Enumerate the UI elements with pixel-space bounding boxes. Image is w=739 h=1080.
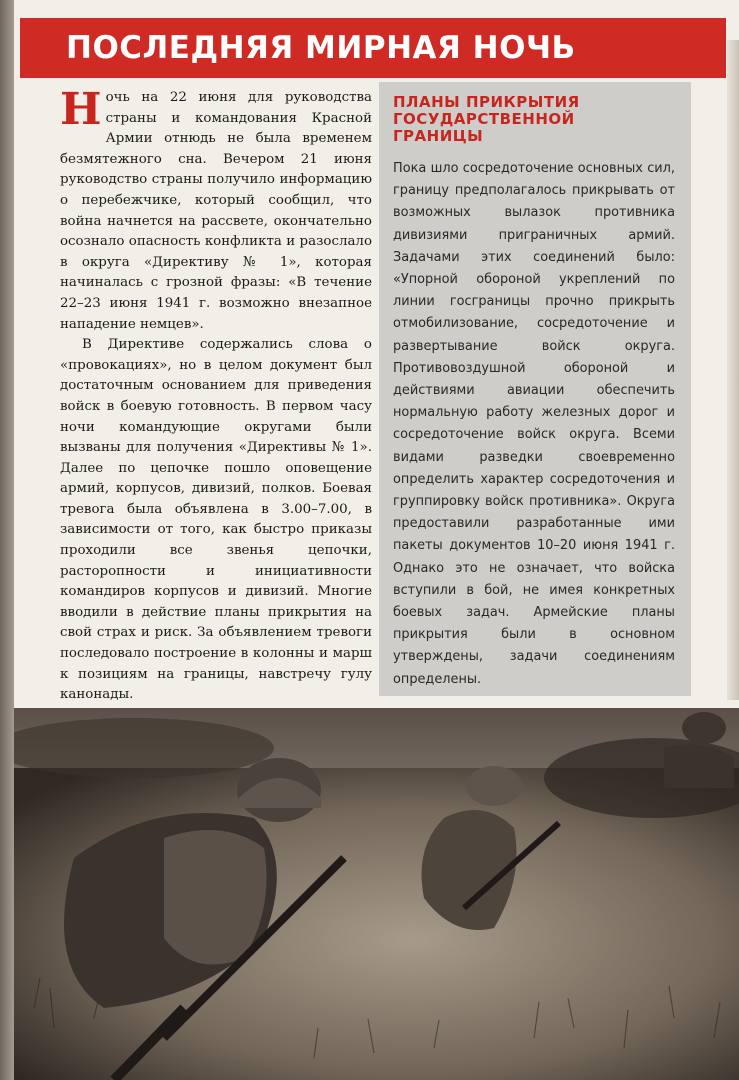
sidebar-box — [379, 82, 691, 696]
article-body — [60, 84, 372, 706]
article-paragraph-2: В Директиве содержались слова о «провокациях», но в целом документ был достаточным основанием для приведения войск в боевую готовность. В первом часу ночи командующие округами были вызваны для получения «Директивы № 1». Далее по цепочке пошло оповещение армий, корпусов, дивизий, полков. Боевая тревога была объявлена в 3.00–7.00, в зависимости от того, как быстро приказы проходили все звенья цепочки, расторопности и инициативности командиров корпусов и дивизий. Многие вводили в действие планы прикрытия на свой страх и риск. За объявлением тревоги последовало построение в колонны и марш к позициям на границы, навстречу гулу канонады. — [60, 337, 372, 703]
drop-cap: Н — [60, 84, 102, 135]
article-paragraph-1-text: очь на 22 июня для руководства страны и командования Красной Армии отнюдь не была временем безмятежного сна. Вечером 21 июня руководство страны получило информацию о перебежчике, который сообщил, что война начнется на рассвете, окончательно осознало опасность конфликта и разослало в округа «Директиву № 1», которая начиналась с грозной фразы: «В течение 22–23 июня 1941 г. возможно внезапное нападение немцев». — [60, 90, 372, 332]
header-banner — [20, 18, 726, 78]
page-title: ПОСЛЕДНЯЯ МИРНАЯ НОЧЬ — [66, 30, 576, 66]
article-paragraph-1 — [60, 84, 372, 335]
soldiers-photo — [14, 708, 739, 1080]
sidebar-title-line-2: ГОСУДАРСТВЕННОЙ — [393, 110, 575, 128]
sidebar-title — [393, 94, 673, 145]
sidebar-text: Пока шло сосредоточение основных сил, границу предполагалось прикрывать от возможных вылазок противника дивизиями приграничных армий. Задачами этих соединений было: «Упорной обороной укреплений по линии госграницы прочно прикрыть отмобилизование, сосредоточение и развертывание войск округа. Противовоздушной обороной и действиями авиации обеспечить нормальную работу железных дорог и сосредоточение войск округа. Всеми видами разведки своевременно определить характер сосредоточения и группировку войск противника». Округа предоставили разработанные ими пакеты документов 10–20 июня 1941 г. Однако это не означает, что войска вступили в бой, не имея конкретных боевых задач. Армейские планы прикрытия были в основном утверждены, задачи соединениям определены. — [393, 161, 675, 687]
magazine-page — [14, 0, 739, 1080]
page-edge — [727, 40, 739, 700]
sidebar-title-line-3: ГРАНИЦЫ — [393, 127, 484, 145]
sidebar-title-line-1: ПЛАНЫ ПРИКРЫТИЯ — [393, 93, 580, 111]
page-gutter-shadow — [0, 0, 14, 1080]
